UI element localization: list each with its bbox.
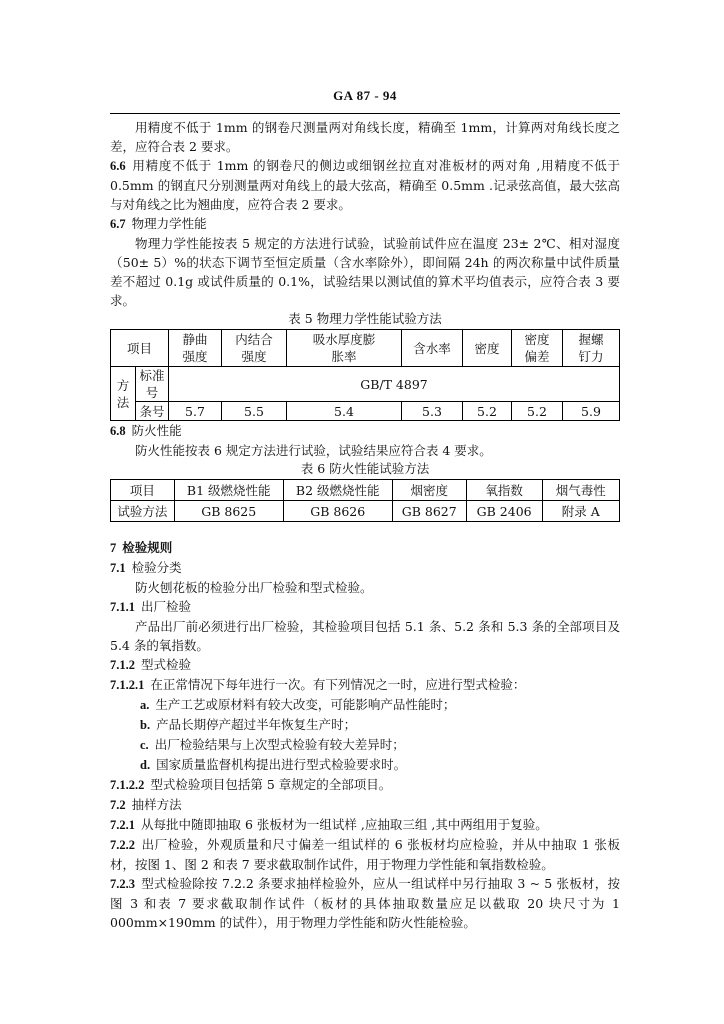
clause-number: 7.2.1	[110, 818, 135, 832]
clause-number: 7.1.2.1	[110, 678, 145, 692]
list-text: 产品长期停产超过半年恢复生产时；	[156, 717, 357, 732]
list-marker: a.	[140, 698, 150, 712]
clause-text: 型式检验项目包括第 5 章规定的全部项目。	[150, 777, 392, 792]
table-header-cell: 吸水厚度膨 胀率	[287, 330, 402, 367]
table-header-cell: 握螺 钉力	[563, 330, 620, 367]
list-item	[110, 755, 620, 775]
table-6	[110, 479, 620, 522]
clause-7-2-3	[110, 874, 620, 932]
paragraph: 防火刨花板的检验分出厂检验和型式检验。	[135, 580, 373, 595]
table-cell: GB 8625	[174, 501, 283, 522]
list-text: 生产工艺或原材料有较大改变，可能影响产品性能时；	[155, 697, 456, 712]
clause-7-2-1	[110, 815, 620, 835]
clause-6-6	[110, 156, 620, 214]
clause-number: 7.2	[110, 798, 126, 812]
table-cell: GB 2406	[466, 501, 542, 522]
table-cell: 试验方法	[111, 501, 175, 522]
clause-number: 7.2.3	[110, 877, 135, 891]
clause-number: 7.1.1	[110, 600, 135, 614]
clause-heading: 防火性能	[131, 423, 182, 438]
table-cell: 5.3	[402, 402, 463, 421]
clause-number: 7	[110, 541, 117, 555]
table-header-cell: 项目	[111, 480, 175, 501]
table-header-cell: 烟密度	[392, 480, 466, 501]
clause-text: 出厂检验，外观质量和尺寸偏差一组试样的 6 张板材均应检验，并从中抽取 1 张板材，按图 1、图 2 和表 7 要求截取制作试件，用于物理力学性能和氧指数检验。	[110, 837, 620, 872]
table-cell: GB 8627	[392, 501, 466, 522]
table-cell: 5.5	[222, 402, 287, 421]
clause-heading: 物理力学性能	[131, 216, 207, 231]
table-cell: 5.2	[463, 402, 512, 421]
paragraph: 防火性能按表 6 规定方法进行试验，试验结果应符合表 4 要求。	[135, 443, 492, 458]
list-item	[110, 735, 620, 755]
table-cell: 5.9	[563, 402, 620, 421]
table-cell: GB 8626	[283, 501, 392, 522]
standard-code-header: GA 87 - 94	[333, 88, 397, 103]
clause-7-1	[110, 558, 620, 578]
table-header-cell: 烟气毒性	[542, 480, 619, 501]
clause-number: 6.8	[110, 424, 126, 438]
paragraph: 物理力学性能按表 5 规定的方法进行试验，试验前试件应在温度 23± 2℃、相对湿度（50± 5）%的状态下调节至恒定质量（含水率除外），即间隔 24h 的两次称量中试件质量差不超过 0.1g 或试件质量的 0.1%，试验结果以测试值的算术平均值表示，应符合表 3 要求。	[110, 236, 620, 308]
clause-heading: 抽样方法	[131, 797, 182, 812]
table-header-cell: 密度 偏差	[512, 330, 563, 367]
clause-number: 7.1.2.2	[110, 778, 145, 792]
section-title: 检验规则	[122, 540, 173, 555]
clause-text: 型式检验除按 7.2.2 条要求抽样检验外，应从一组试样中另行抽取 3 ~ 5 张板材，按图 3 和表 7 要求截取制作试件（板材的具体抽取数量应足以截取 20 块尺寸为 1 000mm×190mm 的试件），用于物理力学性能和防火性能检验。	[110, 876, 620, 930]
list-marker: d.	[140, 758, 151, 772]
table-cell: GB/T 4897	[169, 367, 620, 402]
clause-6-7	[110, 214, 620, 234]
table-cell: 标准号	[136, 367, 169, 402]
paragraph: 产品出厂前必须进行出厂检验，其检验项目包括 5.1 条、5.2 条和 5.3 条的全部项目及 5.4 条的氧指数。	[110, 619, 620, 653]
clause-heading: 型式检验	[141, 657, 192, 672]
table-cell: 5.2	[512, 402, 563, 421]
table-header-cell: B2 级燃烧性能	[283, 480, 392, 501]
list-item	[110, 715, 620, 735]
table-5-caption: 表 5 物理力学性能试验方法	[288, 311, 442, 326]
clause-heading: 出厂检验	[141, 599, 192, 614]
spacer	[110, 522, 620, 538]
clause-text: 在正常情况下每年进行一次。有下列情况之一时，应进行型式检验：	[150, 677, 526, 692]
clause-text: 用精度不低于 1mm 的钢卷尺的侧边或细钢丝拉直对准板材的两对角 ,用精度不低于 0.5mm 的钢直尺分别测量两对角线上的最大弦高，精确至 0.5mm .记录弦高值，最大弦高与对角线之比为翘曲度，应符合表 2 要求。	[110, 158, 620, 212]
table-header-cell: 静曲 强度	[169, 330, 222, 367]
table-cell: 方 法	[111, 367, 136, 421]
clause-7-1-2-2	[110, 775, 620, 795]
table-header-cell: 含水率	[402, 330, 463, 367]
clause-number: 7.1.2	[110, 658, 135, 672]
table-header-cell: B1 级燃烧性能	[174, 480, 283, 501]
table-header-cell: 密度	[463, 330, 512, 367]
clause-number: 6.6	[110, 159, 126, 173]
table-cell: 5.7	[169, 402, 222, 421]
paragraph: 用精度不低于 1mm 的钢卷尺测量两对角线长度，精确至 1mm，计算两对角线长度之差，应符合表 2 要求。	[110, 120, 620, 154]
table-6-caption: 表 6 防火性能试验方法	[300, 461, 430, 476]
list-marker: c.	[140, 738, 149, 752]
table-cell: 条号	[136, 402, 169, 421]
clause-number: 7.2.2	[110, 838, 135, 852]
list-item	[110, 695, 620, 715]
list-text: 出厂检验结果与上次型式检验有较大差异时；	[154, 737, 405, 752]
clause-heading: 检验分类	[131, 560, 182, 575]
clause-7-2	[110, 795, 620, 815]
table-5	[110, 329, 620, 421]
table-cell: 附录 A	[542, 501, 619, 522]
header-rule	[110, 113, 620, 114]
table-cell: 项目	[111, 330, 169, 367]
table-header-cell: 氧指数	[466, 480, 542, 501]
clause-6-8	[110, 421, 620, 441]
section-7-heading	[110, 538, 620, 558]
document-page	[110, 88, 620, 932]
clause-7-2-2	[110, 835, 620, 874]
clause-number: 6.7	[110, 217, 126, 231]
list-text: 国家质量监督机构提出进行型式检验要求时。	[156, 757, 407, 772]
table-cell: 5.4	[287, 402, 402, 421]
table-header-cell: 内结合 强度	[222, 330, 287, 367]
list-marker: b.	[140, 718, 151, 732]
clause-7-1-2-1	[110, 675, 620, 695]
clause-number: 7.1	[110, 561, 126, 575]
clause-7-1-2	[110, 655, 620, 675]
clause-7-1-1	[110, 597, 620, 617]
clause-text: 从每批中随即抽取 6 张板材为一组试样 ,应抽取三组 ,其中两组用于复验。	[141, 817, 548, 832]
